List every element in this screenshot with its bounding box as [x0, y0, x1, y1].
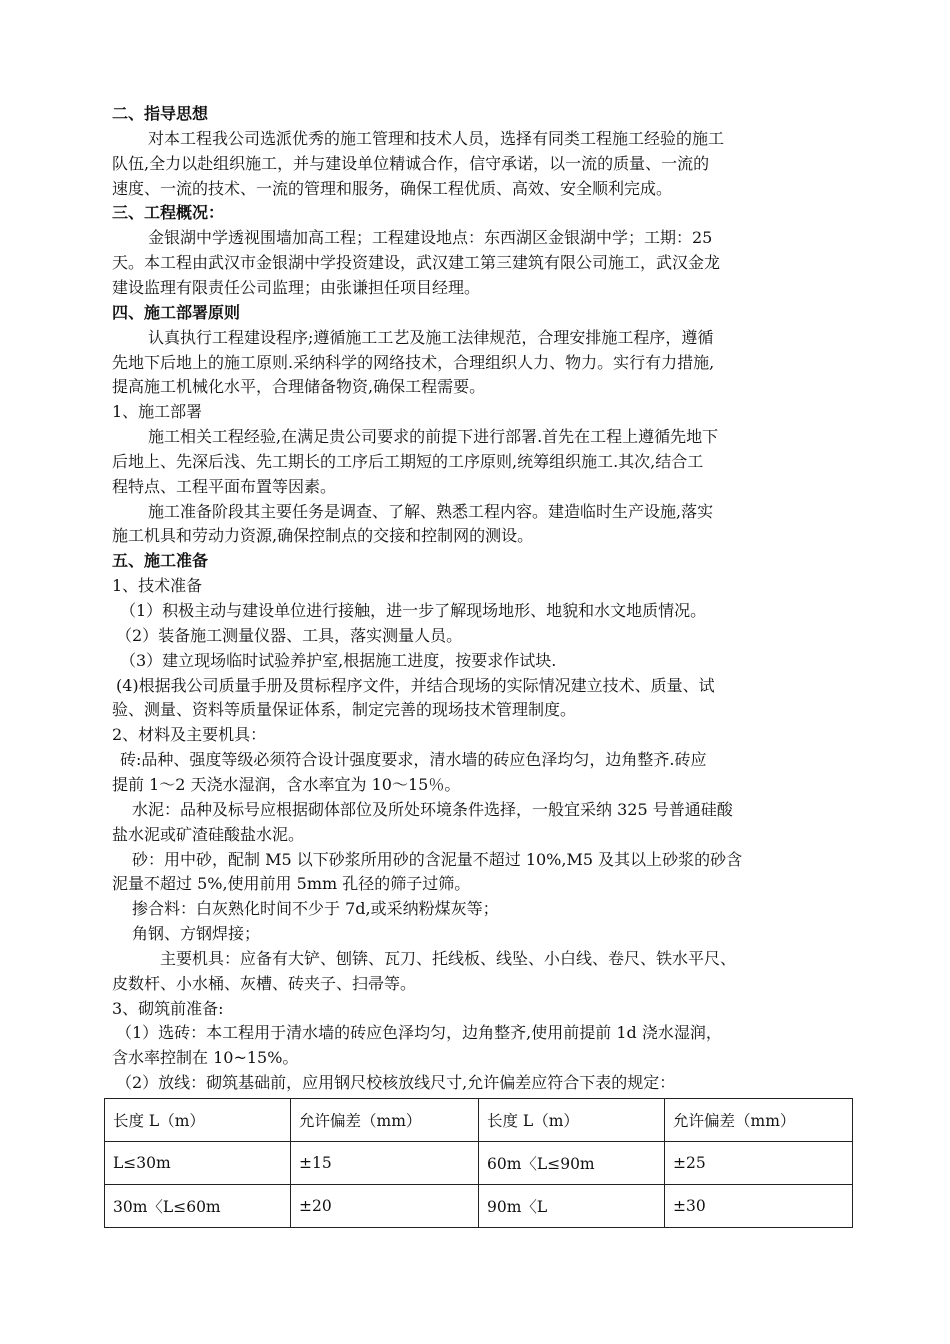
text-line: 天。本工程由武汉市金银湖中学投资建设，武汉建工第三建筑有限公司施工，武汉金龙: [112, 253, 721, 273]
text-line: 金银湖中学透视围墙加高工程；工程建设地点：东西湖区金银湖中学；工期：25: [148, 228, 713, 248]
table-cell: 30m〈L≤60m: [105, 1185, 291, 1228]
text-line: 2、材料及主要机具：: [112, 725, 267, 745]
section-heading: 五、施工准备: [112, 551, 209, 571]
text-line: （2）放线：砌筑基础前，应用钢尺校核放线尺寸,允许偏差应符合下表的规定：: [116, 1073, 676, 1093]
text-line: 掺合料：白灰熟化时间不少于 7d,或采纳粉煤灰等；: [132, 899, 499, 919]
table-cell: 90m〈L: [479, 1185, 665, 1228]
section-heading: 二、指导思想: [112, 104, 209, 123]
text-line: （1）积极主动与建设单位进行接触，进一步了解现场地形、地貌和水文地质情况。: [120, 601, 707, 620]
text-line: 建设监理有限责任公司监理；由张谦担任项目经理。: [112, 277, 481, 297]
text-line: 后地上、先深后浅、先工期长的工序后工期短的工序原则,统筹组织施工.其次,结合工: [112, 451, 704, 471]
text-line: 角钢、方钢焊接；: [132, 924, 261, 944]
table-header-cell: 长度 L（m）: [105, 1099, 291, 1142]
text-line: 砂：用中砂，配制 M5 以下砂浆所用砂的含泥量不超过 10%,M5 及其以上砂浆的砂含: [132, 849, 743, 869]
text-line: 泥量不超过 5%,使用前用 5mm 孔径的筛子过筛。: [112, 874, 471, 894]
table-cell: ±20: [291, 1185, 479, 1228]
table-cell: 60m〈L≤90m: [479, 1142, 665, 1185]
text-line: 提高施工机械化水平，合理储备物资,确保工程需要。: [112, 377, 486, 397]
text-line: （3）建立现场临时试验养护室,根据施工进度，按要求作试块.: [120, 650, 557, 670]
text-line: 验、测量、资料等质量保证体系，制定完善的现场技术管理制度。: [112, 700, 577, 720]
deviation-table: [104, 1098, 853, 1228]
text-line: （1）选砖：本工程用于清水墙的砖应色泽均匀，边角整齐,使用前提前 1d 浇水湿润，: [116, 1023, 722, 1043]
text-line: （2）装备施工测量仪器、工具，落实测量人员。: [116, 625, 463, 645]
text-line: 认真执行工程建设程序;遵循施工工艺及施工法律规范，合理安排施工程序，遵循: [148, 327, 714, 347]
text-line: 1、施工部署: [112, 402, 203, 422]
section-heading: 四、施工部署原则: [112, 302, 241, 322]
text-line: 水泥：品种及标号应根据砌体部位及所处环境条件选择，一般宜采纳 325 号普通硅酸: [132, 799, 733, 819]
text-line: 提前 1～2 天浇水湿润，含水率宜为 10～15％。: [112, 774, 461, 794]
table-cell: ±15: [291, 1142, 479, 1185]
text-line: 队伍,全力以赴组织施工，并与建设单位精诚合作，信守承诺，以一流的质量、一流的: [112, 153, 710, 173]
text-line: (4)根据我公司质量手册及贯标程序文件，并结合现场的实际情况建立技术、质量、试: [116, 675, 715, 695]
text-line: 含水率控制在 10~15%。: [112, 1048, 299, 1068]
section-heading: 三、工程概况：: [112, 203, 225, 223]
text-line: 对本工程我公司选派优秀的施工管理和技术人员，选择有同类工程施工经验的施工: [148, 128, 725, 148]
text-line: 施工机具和劳动力资源,确保控制点的交接和控制网的测设。: [112, 526, 534, 546]
table-header-cell: 长度 L（m）: [479, 1099, 665, 1142]
table-header-row: [105, 1099, 853, 1142]
table-cell: ±25: [665, 1142, 853, 1185]
text-line: 速度、一流的技术、一流的管理和服务，确保工程优质、高效、安全顺利完成。: [112, 178, 673, 198]
table-row: [105, 1185, 853, 1228]
table-cell: ±30: [665, 1185, 853, 1228]
table-row: [105, 1142, 853, 1185]
text-line: 施工准备阶段其主要任务是调查、了解、熟悉工程内容。建造临时生产设施,落实: [148, 501, 714, 521]
text-line: 程特点、工程平面布置等因素。: [112, 476, 337, 496]
table-header-cell: 允许偏差（mm）: [665, 1099, 853, 1142]
table-cell: L≤30m: [105, 1142, 291, 1185]
text-line: 皮数杆、小水桶、灰槽、砖夹子、扫帚等。: [112, 973, 417, 993]
text-line: 先地下后地上的施工原则.采纳科学的网络技术，合理组织人力、物力。实行有力措施,: [112, 352, 715, 372]
text-line: 主要机具：应备有大铲、刨锛、瓦刀、托线板、线坠、小白线、卷尺、铁水平尺、: [160, 948, 737, 968]
text-line: 3、砌筑前准备:: [112, 998, 224, 1018]
text-line: 施工相关工程经验,在满足贵公司要求的前提下进行部署.首先在工程上遵循先地下: [148, 427, 719, 447]
table-header-cell: 允许偏差（mm）: [291, 1099, 479, 1142]
text-line: 砖:品种、强度等级必须符合设计强度要求，清水墙的砖应色泽均匀，边角整齐.砖应: [120, 750, 707, 770]
text-line: 1、技术准备: [112, 576, 203, 596]
text-line: 盐水泥或矿渣硅酸盐水泥。: [112, 824, 305, 844]
